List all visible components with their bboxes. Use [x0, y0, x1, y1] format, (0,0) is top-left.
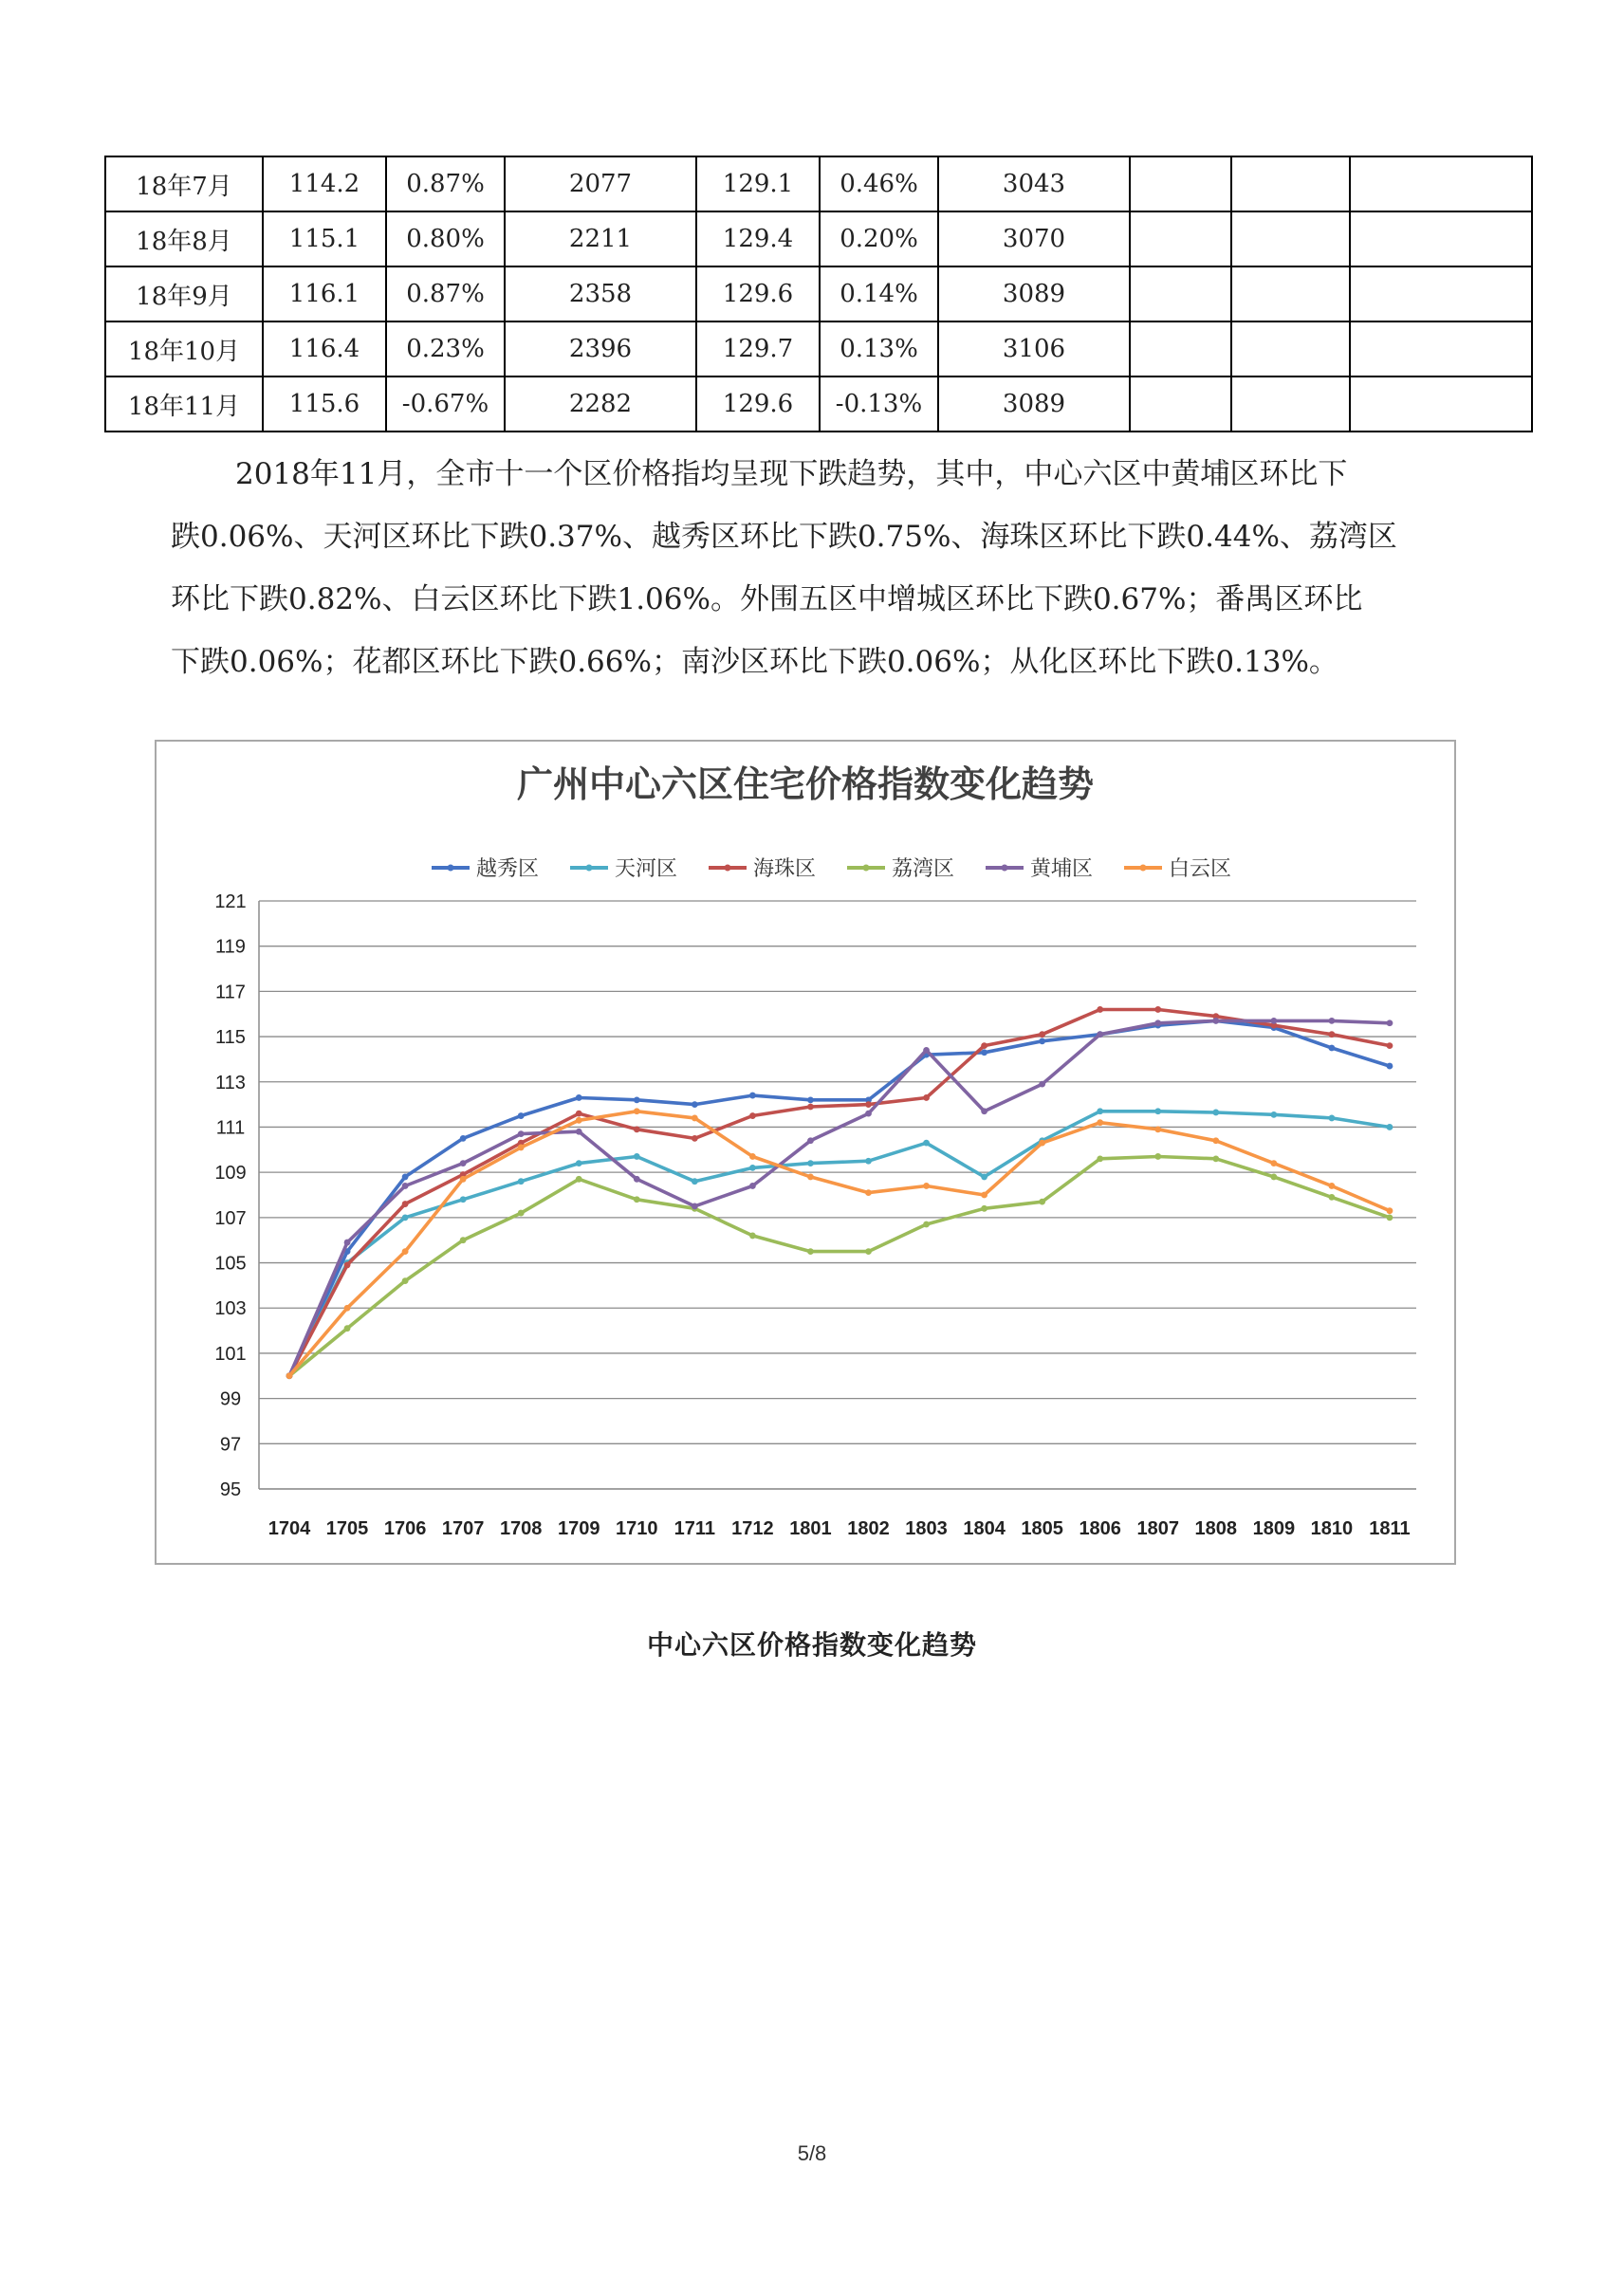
data-point: [692, 1203, 698, 1210]
chart-title: 广州中心六区住宅价格指数变化趋势: [516, 765, 1095, 805]
table-row: [105, 377, 1532, 432]
data-point: [1097, 1006, 1103, 1013]
table-cell: 18年7月: [105, 156, 263, 211]
data-point: [981, 1042, 987, 1049]
table-cell: -0.13%: [820, 377, 938, 432]
table-cell: [1231, 377, 1350, 432]
x-tick-label: 1711: [674, 1518, 716, 1539]
data-point: [576, 1160, 582, 1166]
data-point: [981, 1174, 987, 1181]
series-line: [289, 1111, 1390, 1376]
table-cell: [1130, 156, 1231, 211]
data-point: [344, 1325, 351, 1332]
data-point: [865, 1111, 872, 1117]
x-tick-label: 1710: [616, 1518, 658, 1539]
x-tick-label: 1707: [441, 1518, 485, 1539]
x-tick-label: 1704: [268, 1518, 311, 1539]
data-point: [1212, 1110, 1219, 1116]
data-point: [344, 1305, 351, 1312]
data-point: [923, 1047, 930, 1054]
data-point: [923, 1140, 930, 1147]
data-point: [576, 1094, 582, 1101]
data-point: [1039, 1199, 1045, 1205]
series-line: [289, 1020, 1390, 1375]
table-cell: [1350, 377, 1532, 432]
y-tick-label: 103: [214, 1298, 247, 1320]
data-point: [1329, 1194, 1336, 1201]
data-point: [1039, 1140, 1045, 1147]
data-point: [1097, 1108, 1103, 1114]
data-point: [981, 1108, 987, 1114]
data-point: [1270, 1160, 1277, 1166]
data-point: [1387, 1214, 1393, 1221]
data-point: [1270, 1111, 1277, 1118]
legend-marker: [725, 865, 731, 872]
data-point: [344, 1262, 351, 1269]
x-tick-label: 1712: [731, 1518, 774, 1539]
data-point: [1097, 1155, 1103, 1162]
table-cell: 116.4: [263, 321, 386, 377]
data-point: [749, 1165, 756, 1171]
data-point: [1387, 1042, 1393, 1049]
x-tick-label: 1809: [1252, 1518, 1296, 1539]
data-point: [402, 1183, 409, 1189]
table-cell: 115.6: [263, 377, 386, 432]
table-cell: 3089: [938, 266, 1130, 321]
x-tick-label: 1805: [1021, 1518, 1063, 1539]
y-tick-label: 109: [214, 1163, 247, 1185]
table-cell: 129.1: [696, 156, 820, 211]
table-cell: 129.7: [696, 321, 820, 377]
y-tick-label: 117: [215, 982, 246, 1003]
data-point: [460, 1237, 467, 1243]
data-point: [460, 1135, 467, 1142]
data-point: [692, 1178, 698, 1185]
table-cell: 2077: [505, 156, 696, 211]
data-point: [634, 1196, 640, 1203]
paragraph-line: 2018年11月，全市十一个区价格指均呈现下跌趋势，其中，中心六区中黄埔区环比下: [235, 457, 1348, 491]
legend-label: 越秀区: [476, 856, 540, 880]
y-tick-label: 101: [214, 1343, 247, 1365]
series-line: [289, 1020, 1390, 1375]
data-point: [402, 1277, 409, 1284]
data-point: [634, 1176, 640, 1183]
data-point: [518, 1112, 525, 1119]
data-point: [1154, 1108, 1161, 1114]
data-point: [692, 1115, 698, 1122]
table-cell: 2358: [505, 266, 696, 321]
table-cell: 2282: [505, 377, 696, 432]
legend-marker: [448, 865, 454, 872]
data-point: [923, 1183, 930, 1189]
table-cell: 129.4: [696, 211, 820, 266]
data-point: [402, 1248, 409, 1255]
data-point: [1097, 1119, 1103, 1126]
data-point: [402, 1201, 409, 1207]
data-point: [1154, 1153, 1161, 1160]
table-cell: [1231, 266, 1350, 321]
data-point: [749, 1183, 756, 1189]
paragraph-line: 环比下跌0.82%、白云区环比下跌1.06%。外围五区中增城区环比下跌0.67%；番禺区环比: [171, 582, 1363, 616]
table-cell: [1130, 321, 1231, 377]
data-point: [460, 1160, 467, 1166]
data-point: [1329, 1183, 1336, 1189]
data-point: [865, 1158, 872, 1165]
data-point: [518, 1210, 525, 1217]
table-cell: 18年11月: [105, 377, 263, 432]
table-row: [105, 156, 1532, 211]
data-point: [923, 1094, 930, 1101]
legend-marker: [1140, 865, 1147, 872]
data-point: [807, 1248, 814, 1255]
table-cell: [1231, 211, 1350, 266]
table-cell: 129.6: [696, 377, 820, 432]
table-cell: [1350, 211, 1532, 266]
table-cell: [1231, 321, 1350, 377]
table-cell: 0.80%: [386, 211, 505, 266]
x-tick-label: 1705: [325, 1518, 369, 1539]
y-tick-label: 97: [219, 1434, 242, 1456]
data-point: [1039, 1081, 1045, 1088]
data-point: [1212, 1137, 1219, 1144]
data-point: [1329, 1018, 1336, 1024]
table-body: [105, 156, 1532, 432]
data-point: [807, 1174, 814, 1181]
data-point: [402, 1174, 409, 1181]
y-tick-label: 115: [215, 1027, 246, 1049]
data-point: [692, 1135, 698, 1142]
legend-marker: [586, 865, 593, 872]
legend-label: 白云区: [1169, 856, 1232, 880]
data-point: [1154, 1126, 1161, 1132]
data-point: [1212, 1155, 1219, 1162]
data-point: [1154, 1019, 1161, 1026]
table-cell: 114.2: [263, 156, 386, 211]
data-point: [1154, 1006, 1161, 1013]
x-tick-label: 1708: [499, 1518, 543, 1539]
data-point: [1329, 1045, 1336, 1052]
table-cell: 0.46%: [820, 156, 938, 211]
data-point: [1270, 1174, 1277, 1181]
legend-marker: [1002, 865, 1008, 872]
paragraph-line: 下跌0.06%；花都区环比下跌0.66%；南沙区环比下跌0.06%；从化区环比下跌0.13%。: [171, 645, 1338, 679]
data-point: [576, 1176, 582, 1183]
y-tick-label: 119: [215, 936, 246, 958]
table-row: [105, 211, 1532, 266]
x-tick-label: 1810: [1310, 1518, 1354, 1539]
table-cell: 0.23%: [386, 321, 505, 377]
table-cell: [1231, 156, 1350, 211]
table-cell: 0.14%: [820, 266, 938, 321]
paragraph-line: 跌0.06%、天河区环比下跌0.37%、越秀区环比下跌0.75%、海珠区环比下跌0.44%、荔湾区: [171, 520, 1397, 554]
y-tick-label: 105: [214, 1253, 247, 1275]
data-point: [1270, 1018, 1277, 1024]
series-line: [289, 1010, 1390, 1376]
y-tick-label: 113: [215, 1072, 246, 1093]
page-number: 5/8: [797, 2141, 827, 2165]
data-point: [1039, 1031, 1045, 1038]
legend-marker: [863, 865, 870, 872]
data-point: [1329, 1031, 1336, 1038]
table-cell: 116.1: [263, 266, 386, 321]
table-cell: 0.87%: [386, 156, 505, 211]
table-cell: 18年8月: [105, 211, 263, 266]
line-chart: [157, 742, 1454, 1563]
data-point: [634, 1108, 640, 1114]
data-point: [1329, 1115, 1336, 1122]
legend-label: 荔湾区: [892, 856, 955, 880]
table-cell: 0.13%: [820, 321, 938, 377]
table-cell: 0.87%: [386, 266, 505, 321]
table-cell: 3089: [938, 377, 1130, 432]
table-cell: 3043: [938, 156, 1130, 211]
data-point: [749, 1112, 756, 1119]
data-point: [286, 1372, 293, 1379]
data-point: [634, 1126, 640, 1132]
table-cell: 2396: [505, 321, 696, 377]
x-tick-label: 1808: [1194, 1518, 1238, 1539]
table-row: [105, 266, 1532, 321]
table-cell: -0.67%: [386, 377, 505, 432]
data-point: [865, 1248, 872, 1255]
chart-frame: [155, 740, 1456, 1565]
data-point: [692, 1101, 698, 1108]
table-cell: [1350, 321, 1532, 377]
data-point: [1387, 1063, 1393, 1070]
data-point: [518, 1178, 525, 1185]
x-tick-label: 1804: [963, 1518, 1006, 1539]
table-cell: [1130, 266, 1231, 321]
table-cell: 2211: [505, 211, 696, 266]
table-cell: 18年9月: [105, 266, 263, 321]
table-cell: 3070: [938, 211, 1130, 266]
data-point: [807, 1096, 814, 1103]
table-cell: 0.20%: [820, 211, 938, 266]
data-point: [1387, 1019, 1393, 1026]
y-tick-label: 95: [219, 1479, 242, 1500]
data-point: [1387, 1124, 1393, 1130]
data-point: [576, 1117, 582, 1124]
x-tick-label: 1709: [558, 1518, 600, 1539]
data-point: [923, 1221, 930, 1228]
data-point: [807, 1160, 814, 1166]
data-point: [865, 1189, 872, 1196]
table-cell: 115.1: [263, 211, 386, 266]
table-cell: [1130, 377, 1231, 432]
summary-paragraph: [171, 443, 1480, 693]
series-line: [289, 1111, 1390, 1376]
table-cell: 18年10月: [105, 321, 263, 377]
x-tick-label: 1807: [1136, 1518, 1179, 1539]
y-tick-label: 107: [214, 1207, 247, 1229]
data-point: [981, 1205, 987, 1212]
legend-label: 海珠区: [753, 856, 817, 880]
data-point: [1387, 1207, 1393, 1214]
data-point: [749, 1233, 756, 1240]
data-point: [460, 1196, 467, 1203]
legend-label: 黄埔区: [1030, 856, 1094, 880]
data-point: [981, 1049, 987, 1056]
table-cell: 129.6: [696, 266, 820, 321]
data-point: [344, 1240, 351, 1246]
data-point: [981, 1192, 987, 1199]
figure-caption: 中心六区价格指数变化趋势: [646, 1629, 977, 1661]
data-point: [749, 1093, 756, 1099]
data-point: [518, 1130, 525, 1137]
table-cell: [1130, 211, 1231, 266]
table-row: [105, 321, 1532, 377]
x-tick-label: 1801: [789, 1518, 832, 1539]
data-point: [749, 1153, 756, 1160]
data-point: [576, 1111, 582, 1117]
data-point: [1097, 1031, 1103, 1038]
table-cell: [1350, 266, 1532, 321]
data-point: [634, 1153, 640, 1160]
table-cell: 3106: [938, 321, 1130, 377]
y-tick-label: 121: [214, 891, 247, 912]
x-tick-label: 1811: [1369, 1518, 1411, 1539]
data-point: [634, 1096, 640, 1103]
x-tick-label: 1706: [383, 1518, 427, 1539]
data-point: [1212, 1018, 1219, 1024]
x-tick-label: 1802: [847, 1518, 890, 1539]
data-point: [807, 1137, 814, 1144]
x-tick-label: 1803: [905, 1518, 948, 1539]
data-point: [1039, 1038, 1045, 1044]
data-point: [576, 1129, 582, 1135]
data-point: [865, 1101, 872, 1108]
y-tick-label: 99: [219, 1388, 242, 1410]
data-point: [402, 1214, 409, 1221]
y-tick-label: 111: [215, 1117, 246, 1139]
data-point: [807, 1104, 814, 1111]
data-point: [460, 1176, 467, 1183]
index-table: [104, 156, 1533, 432]
legend-label: 天河区: [615, 856, 678, 880]
data-point: [518, 1145, 525, 1151]
x-tick-label: 1806: [1079, 1518, 1121, 1539]
table-cell: [1350, 156, 1532, 211]
